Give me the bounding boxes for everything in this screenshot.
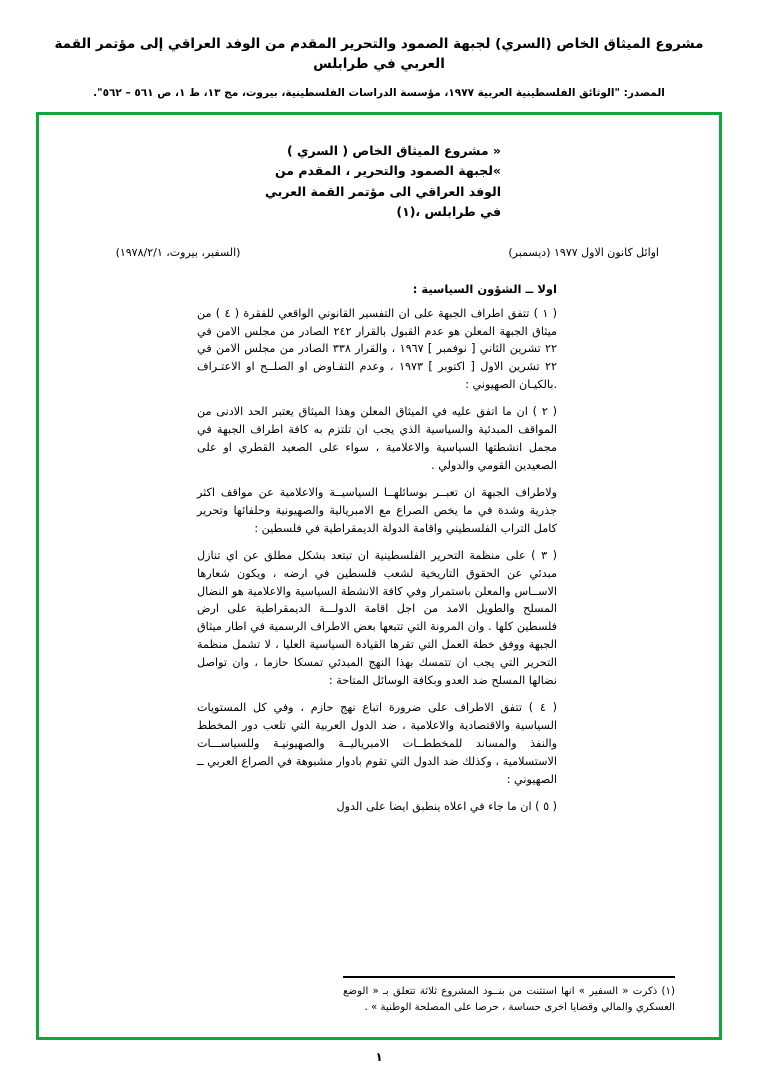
- footnote-block: [343, 976, 675, 1017]
- footnote-text: (١) ذكرت « السفير » انها استثنت من بنــود المشروع ثلاثة تتعلق بـ « الوضع العسكري والمالي وقضايا اخرى حساسة ، حرصا على المصلحة الوطنية » .: [343, 985, 675, 1014]
- paragraph: ( ٢ ) ان ما اتفق عليه في الميثاق المعلن وهذا الميثاق يعتبر الحد الادنى من المواقف المبدئية والسياسية الذي يجب ان تلتزم به كافة اطراف الجبهة في مجمل انشطتها السياسية والاعلامية ، سواء على الصعيد القطري او على الصعيدين القومي والدولي .: [197, 405, 558, 472]
- paragraph: ( ١ ) تتفق اطراف الجبهة على ان التفسير القانوني الواقعي للفقرة ( ٤ ) من ميثاق الجبهة المعلن هو عدم القبول بالقرار ٢٤٢ الصادر من مجلس الامن في ٢٢ تشرين الثاني [ نوفمبر ] ١٩٦٧ ، والقرار ٣٣٨ الصادر من مجلس الامن في ٢٢ تشرين الاول [ اكتوبر ] ١٩٧٣ ، وعدم التفـاوض او الصلــح او الاعتـراف .بالكيـان الصهيوني :: [197, 306, 557, 392]
- paragraph: ولاطراف الجبهة ان تعبــر بوسائلهــا السياسيــة والاعلامية عن مواقف اكثر جذرية وشدة في ما يخص الصراع مع الامبريالية والصهيونية وحلفائها وتحرير كامل التراب الفلسطيني واقامة الدولة الديمقراطية في فلسطين :: [197, 485, 557, 535]
- page-title: مشروع الميثاق الخاص (السري) لجبهة الصمود والتحرير المقدم من الوفد العراقي إلى مؤتمر القمة العربي في طرابلس: [54, 36, 704, 73]
- source-citation: المصدر: "الوثائق الفلسطينية العربية ١٩٧٧، مؤسسة الدراسات الفلسطينية، بيروت، مج ١٣، ط ١، ص ٥٦١ – ٥٦٢".: [93, 86, 665, 99]
- paragraph: ( ٥ ) ان ما جاء في اعلاه ينطبق ايضا على الدول: [336, 799, 557, 813]
- page-number: ١: [375, 1050, 383, 1064]
- footnote-divider: [343, 976, 675, 978]
- dateline-date: اوائل كانون الاول ١٩٧٧ (ديسمبر): [508, 246, 659, 259]
- section-heading: اولا ــ الشؤون السياسية :: [412, 281, 557, 296]
- green-border-frame: [36, 112, 722, 1040]
- document-text-column: [197, 282, 557, 816]
- dateline-row: [83, 244, 675, 262]
- document-body-container: [39, 115, 719, 1037]
- dateline-publication: (السفير، بيروت، ١٩٧٨/٢/١): [115, 246, 241, 259]
- paragraph: ( ٤ ) تتفق الاطراف على ضرورة اتباع نهج حازم ، وفي كل المستويات السياسية والاقتصادية والاعلامية ، ضد الدول العربية التي تلعب دور المخطط والنفذ والمساند للمخططــات الامبرياليــة والصهيونيـة وللسياســـات الاستسلامية ، وكذلك ضد الدول التي تقوم بادوار مشبوهة في الصراع العربي ــ الصهيوني :: [197, 701, 557, 786]
- page-header: [0, 0, 758, 101]
- document-title: « مشروع الميثاق الخاص ( السري ) »لجبهة الصمود والتحرير ، المقدم من الوفد العراقي الى مؤتمر القمة العربي في طرابلس ،(١): [264, 143, 501, 219]
- paragraph: ( ٣ ) على منظمة التحرير الفلسطينية ان تبتعد بشكل مطلق عن اي تنازل مبدئي عن الحقوق التاريخية لشعب فلسطين في ارضه ، ويكون شعارها الاســاس والمعلن باستمرار وفي كافة الانشطة السياسية والاعلامية هو النضال المسلح والطويل الامد من اجل اقامة الدولـــة الديمقراطية على ارض فلسطين كلها . وان المرونة التي تتبعها بعض الاطراف الرسمية في اطار ميثاق الجبهة ووفق خطة العمل التي تقرها القيادة السياسية العليا ، لا تشمل منظمة التحرير التي يجب ان تتمسك بهذا النهج المبدئي تمسكا حازما ، وان تواصل نضالها المسلح ضد العدو وبكافة الوسائل المتاحة :: [197, 548, 558, 688]
